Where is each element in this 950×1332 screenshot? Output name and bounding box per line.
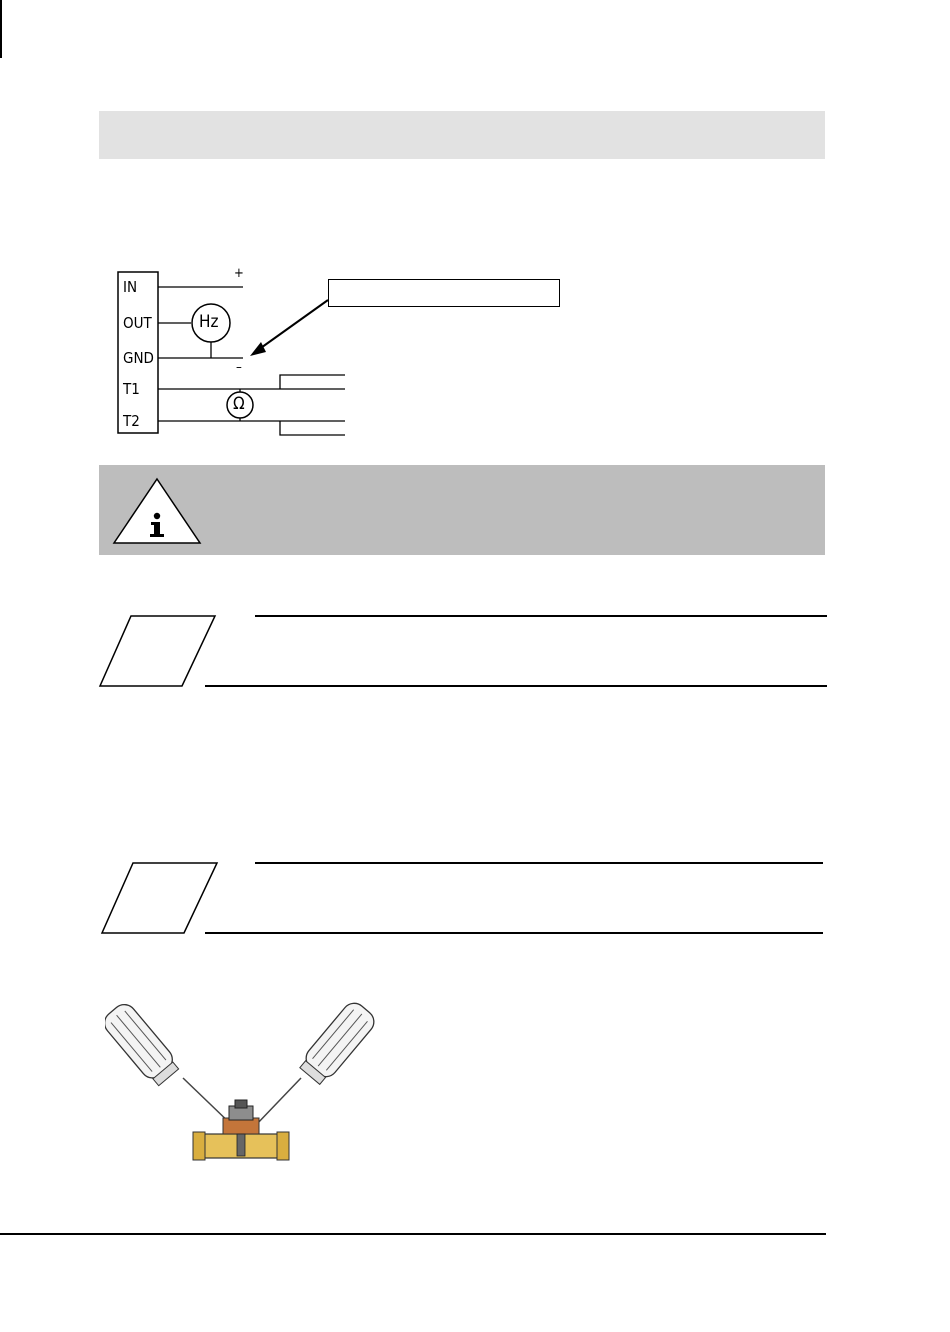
resistance-meter-label: Ω — [233, 394, 245, 414]
info-warning-triangle-icon — [111, 477, 203, 545]
right-screwdriver — [297, 1000, 375, 1087]
minus-sign: – — [236, 360, 242, 375]
note-1-top-rule — [255, 615, 827, 617]
terminal-label-t1: T1 — [123, 380, 140, 398]
valve-illustration-svg — [105, 1000, 375, 1165]
callout-box — [328, 279, 560, 307]
valve-screwdriver-illustration — [105, 1000, 375, 1165]
note-2-bottom-rule — [205, 932, 823, 934]
terminal-label-out: OUT — [123, 314, 152, 332]
sensor-lead-1 — [280, 375, 345, 389]
crop-mark — [0, 0, 2, 58]
callout-arrow-line — [258, 300, 328, 350]
right-screwdriver-shaft — [255, 1078, 301, 1126]
frequency-meter-label: Hz — [199, 312, 219, 332]
plus-sign: + — [234, 266, 244, 281]
note-parallelogram-icon — [98, 613, 218, 688]
note-parallelogram-icon — [100, 860, 220, 935]
sensor-lead-2 — [280, 421, 345, 435]
terminal-label-t2: T2 — [123, 412, 140, 430]
terminal-label-in: IN — [123, 278, 138, 296]
callout-arrow-head — [250, 342, 266, 356]
info-notice-band — [99, 465, 825, 555]
left-screwdriver — [105, 1000, 182, 1088]
note-2-top-rule — [255, 862, 823, 864]
section-header-band — [99, 111, 825, 159]
footer-rule — [0, 1233, 826, 1235]
note-1-bottom-rule — [205, 685, 827, 687]
terminal-label-gnd: GND — [123, 349, 154, 367]
